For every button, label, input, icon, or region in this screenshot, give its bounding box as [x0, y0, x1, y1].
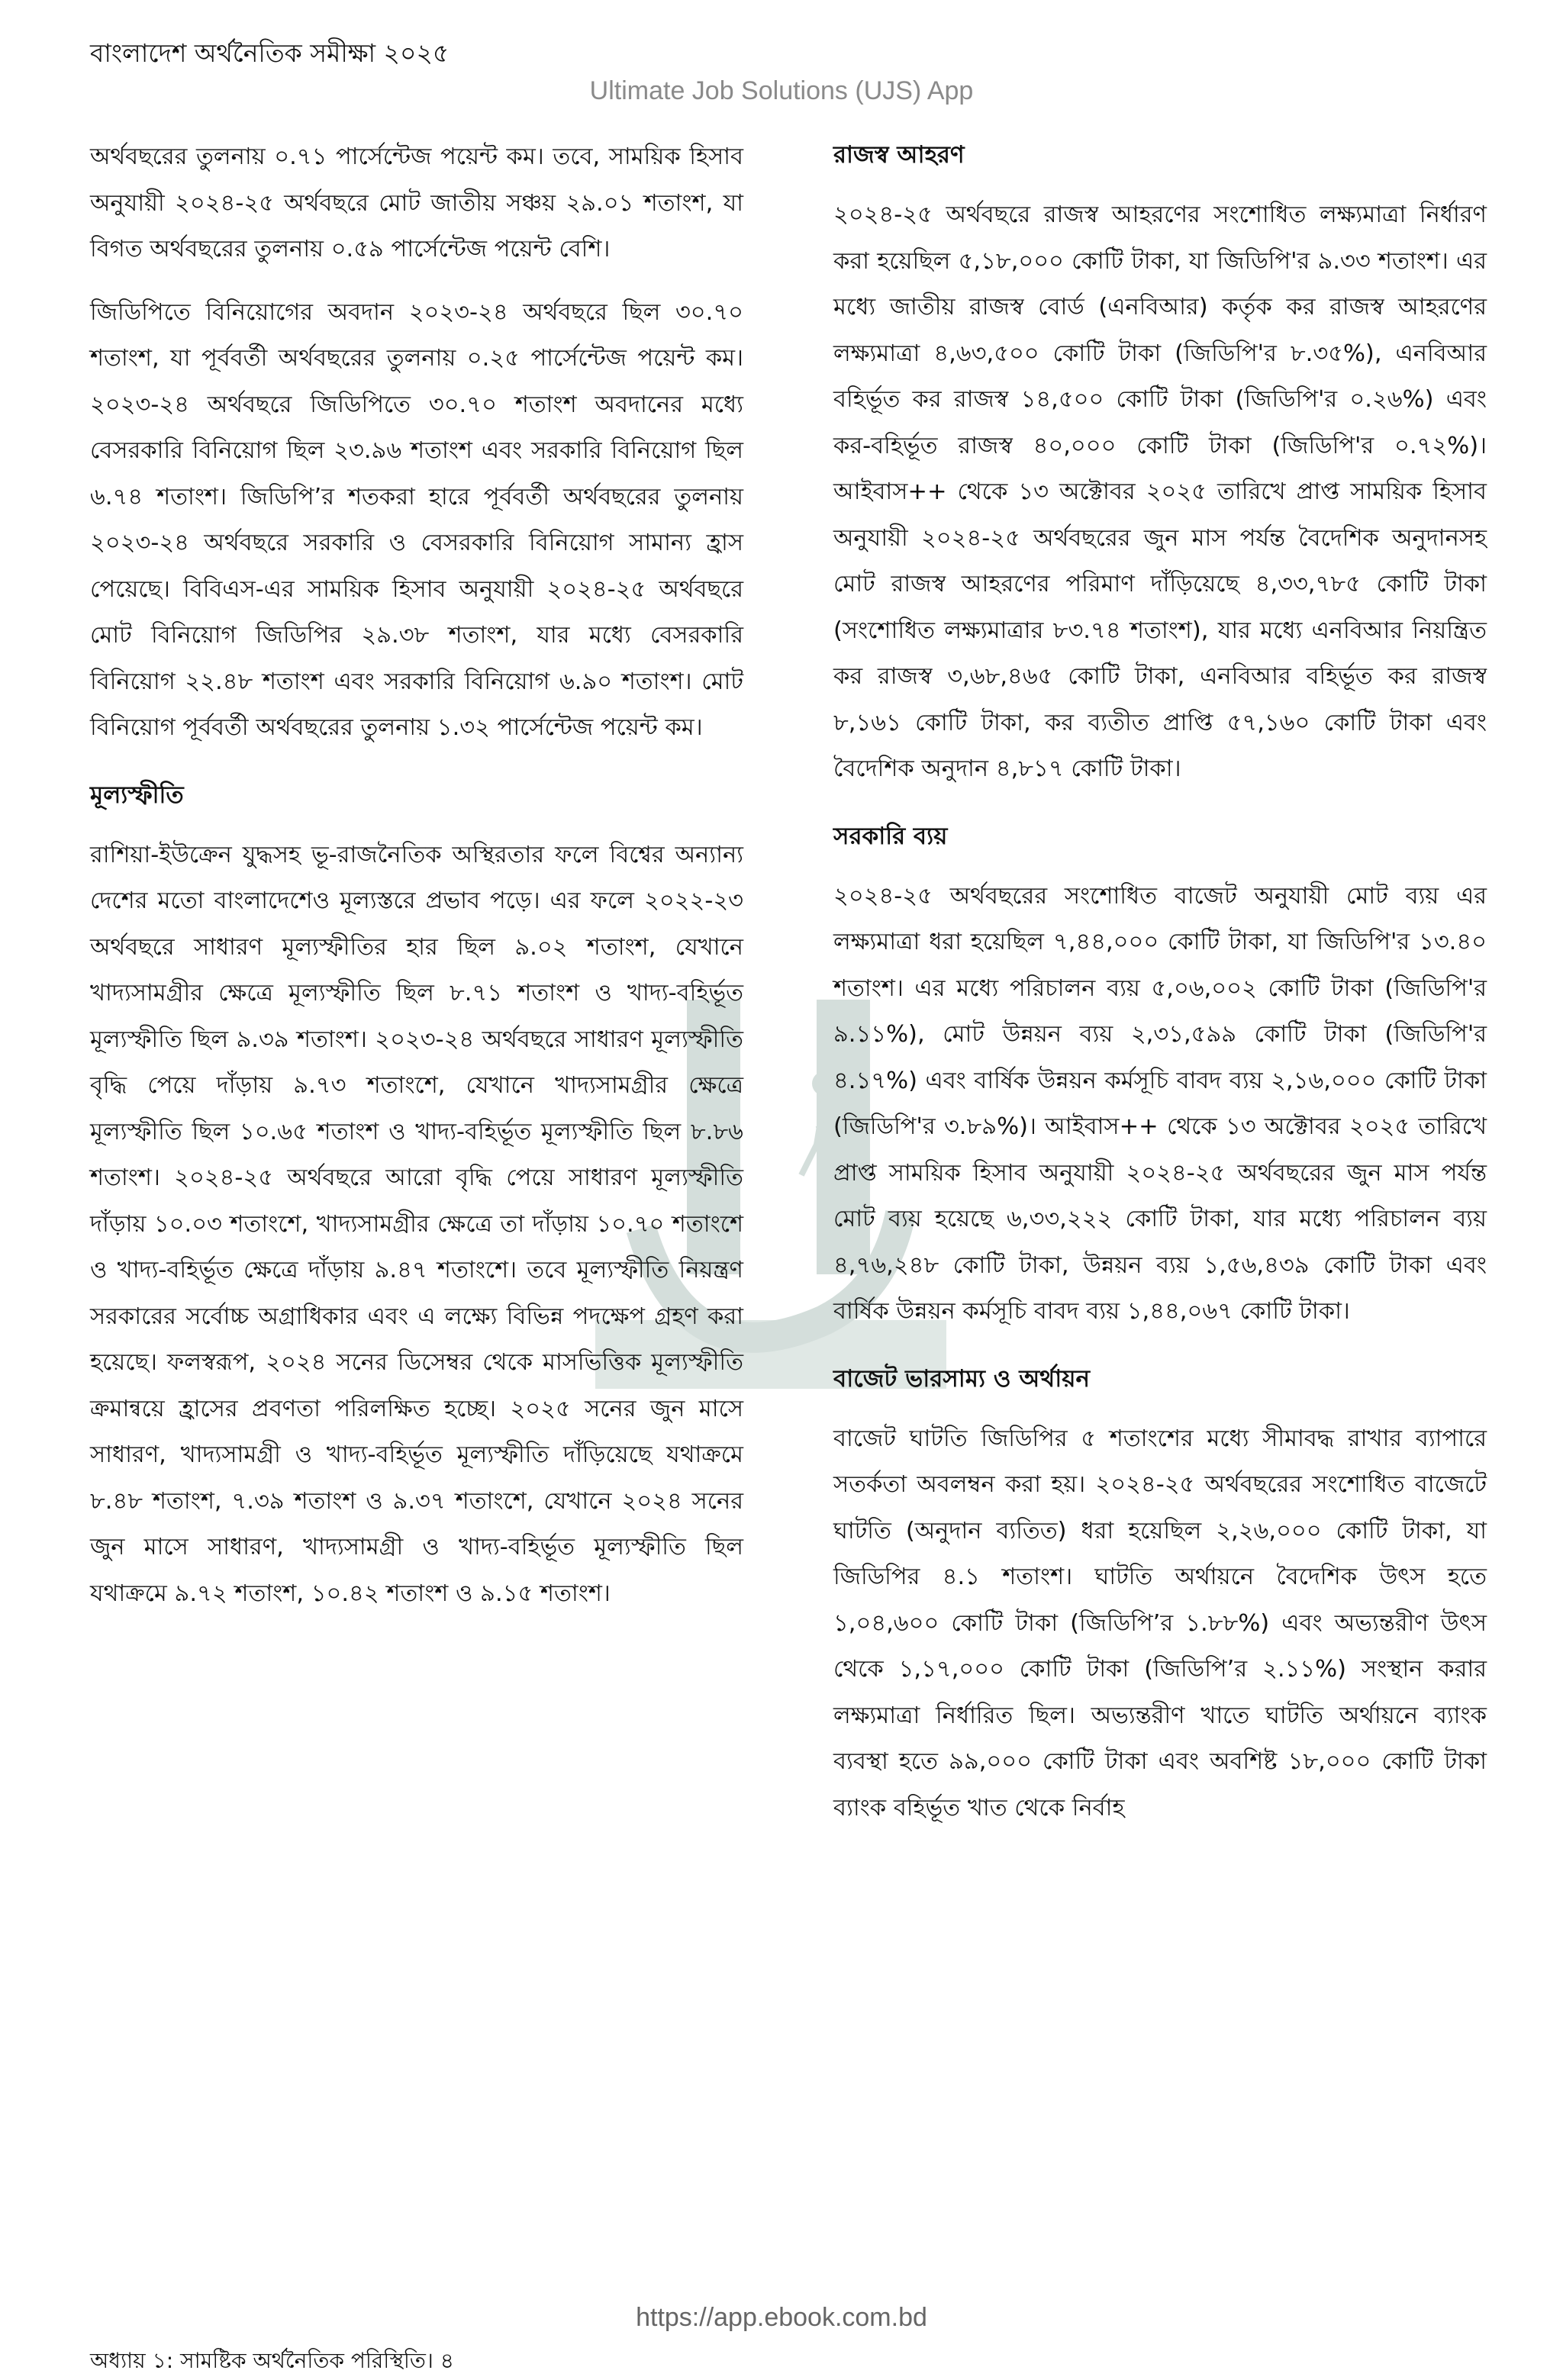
- app-banner: Ultimate Job Solutions (UJS) App: [589, 76, 974, 105]
- heading-revenue: রাজস্ব আহরণ: [833, 141, 965, 169]
- right-column: [833, 134, 1487, 1848]
- paragraph-investment: জিডিপিতে বিনিয়োগের অবদান ২০২৩-২৪ অর্থবছরে ছিল ৩০.৭০ শতাংশ, যা পূর্ববর্তী অর্থবছরের তুলনায় ০.২৫ পার্সেন্টেজ পয়েন্ট কম। ২০২৩-২৪ অর্থবছরে জিডিপিতে ৩০.৭০ শতাংশ অবদানের মধ্যে বেসরকারি বিনিয়োগ ছিল ২৩.৯৬ শতাংশ এবং সরকারি বিনিয়োগ ছিল ৬.৭৪ শতাংশ। জিডিপি’র শতকরা হারে পূর্ববর্তী অর্থবছরের তুলনায় ২০২৩-২৪ অর্থবছরে সরকারি ও বেসরকারি বিনিয়োগ সামান্য হ্রাস পেয়েছে। বিবিএস-এর সাময়িক হিসাব অনুযায়ী ২০২৪-২৫ অর্থবছরে মোট বিনিয়োগ জিডিপির ২৯.৩৮ শতাংশ, যার মধ্যে বেসরকারি বিনিয়োগ ২২.৪৮ শতাংশ এবং সরকারি বিনিয়োগ ৬.৯০ শতাংশ। মোট বিনিয়োগ পূর্ববর্তী অর্থবছরের তুলনায় ১.৩২ পার্সেন্টেজ পয়েন্ট কম।: [90, 298, 743, 741]
- page-footer: অধ্যায় ১: সামষ্টিক অর্থনৈতিক পরিস্থিতি। ৪: [90, 2348, 454, 2373]
- paragraph-inflation: রাশিয়া-ইউক্রেন যুদ্ধসহ ভূ-রাজনৈতিক অস্থিরতার ফলে বিশ্বের অন্যান্য দেশের মতো বাংলাদেশেও মূল্যস্তরে প্রভাব পড়ে। এর ফলে ২০২২-২৩ অর্থবছরে সাধারণ মূল্যস্ফীতির হার ছিল ৯.০২ শতাংশ, যেখানে খাদ্যসামগ্রীর ক্ষেত্রে মূল্যস্ফীতি ছিল ৮.৭১ শতাংশ ও খাদ্য-বহির্ভূত মূল্যস্ফীতি ছিল ৯.৩৯ শতাংশ। ২০২৩-২৪ অর্থবছরে সাধারণ মূল্যস্ফীতি বৃদ্ধি পেয়ে দাঁড়ায় ৯.৭৩ শতাংশে, যেখানে খাদ্যসামগ্রীর ক্ষেত্রে মূল্যস্ফীতি ছিল ১০.৬৫ শতাংশ ও খাদ্য-বহির্ভূত মূল্যস্ফীতি ছিল ৮.৮৬ শতাংশ। ২০২৪-২৫ অর্থবছরে আরো বৃদ্ধি পেয়ে সাধারণ মূল্যস্ফীতি দাঁড়ায় ১০.০৩ শতাংশে, খাদ্যসামগ্রীর ক্ষেত্রে তা দাঁড়ায় ১০.৭০ শতাংশে ও খাদ্য-বহির্ভূত ক্ষেত্রে দাঁড়ায় ৯.৪৭ শতাংশে। তবে মূল্যস্ফীতি নিয়ন্ত্রণ সরকারের সর্বোচ্চ অগ্রাধিকার এবং এ লক্ষ্যে বিভিন্ন পদক্ষেপ গ্রহণ করা হয়েছে। ফলস্বরূপ, ২০২৪ সনের ডিসেম্বর থেকে মাসভিত্তিক মূল্যস্ফীতি ক্রমান্বয়ে হ্রাসের প্রবণতা পরিলক্ষিত হচ্ছে। ২০২৫ সনের জুন মাসে সাধারণ, খাদ্যসামগ্রী ও খাদ্য-বহির্ভূত মূল্যস্ফীতি দাঁড়িয়েছে যথাক্রমে ৮.৪৮ শতাংশ, ৭.৩৯ শতাংশ ও ৯.৩৭ শতাংশে, যেখানে ২০২৪ সনের জুন মাসে সাধারণ, খাদ্যসামগ্রী ও খাদ্য-বহির্ভূত মূল্যস্ফীতি ছিল যথাক্রমে ৯.৭২ শতাংশ, ১০.৪২ শতাংশ ও ৯.১৫ শতাংশ।: [90, 841, 743, 1607]
- paragraph-savings: অর্থবছরের তুলনায় ০.৭১ পার্সেন্টেজ পয়েন্ট কম। তবে, সাময়িক হিসাব অনুযায়ী ২০২৪-২৫ অর্থবছরে মোট জাতীয় সঞ্চয় ২৯.০১ শতাংশ, যা বিগত অর্থবছরের তুলনায় ০.৫৯ পার্সেন্টেজ পয়েন্ট বেশি।: [90, 143, 743, 262]
- paragraph-budget: বাজেট ঘাটতি জিডিপির ৫ শতাংশের মধ্যে সীমাবদ্ধ রাখার ব্যাপারে সতর্কতা অবলম্বন করা হয়। ২০২৪-২৫ অর্থবছরের সংশোধিত বাজেটে ঘাটতি (অনুদান ব্যতিত) ধরা হয়েছিল ২,২৬,০০০ কোটি টাকা, যা জিডিপির ৪.১ শতাংশ। ঘাটতি অর্থায়নে বৈদেশিক উৎস হতে ১,০৪,৬০০ কোটি টাকা (জিডিপি’র ১.৮৮%) এবং অভ্যন্তরীণ উৎস থেকে ১,১৭,০০০ কোটি টাকা (জিডিপি’র ২.১১%) সংস্থান করার লক্ষ্যমাত্রা নির্ধারিত ছিল। অভ্যন্তরীণ খাতে ঘাটতি অর্থায়নে ব্যাংক ব্যবস্থা হতে ৯৯,০০০ কোটি টাকা এবং অবশিষ্ট ১৮,০০০ কোটি টাকা ব্যাংক বহির্ভূত খাত থেকে নির্বাহ: [833, 1425, 1487, 1821]
- heading-inflation: মূল্যস্ফীতি: [90, 781, 184, 809]
- heading-budget: বাজেট ভারসাম্য ও অর্থায়ন: [833, 1364, 1091, 1393]
- page-header: বাংলাদেশ অর্থনৈতিক সমীক্ষা ২০২৫: [90, 38, 450, 68]
- heading-expenditure: সরকারি ব্যয়: [833, 822, 948, 850]
- paragraph-revenue: ২০২৪-২৫ অর্থবছরে রাজস্ব আহরণের সংশোধিত লক্ষ্যমাত্রা নির্ধারণ করা হয়েছিল ৫,১৮,০০০ কোটি টাকা, যা জিডিপি'র ৯.৩৩ শতাংশ। এর মধ্যে জাতীয় রাজস্ব বোর্ড (এনবিআর) কর্তৃক কর রাজস্ব আহরণের লক্ষ্যমাত্রা ৪,৬৩,৫০০ কোটি টাকা (জিডিপি'র ৮.৩৫%), এনবিআর বহির্ভূত কর রাজস্ব ১৪,৫০০ কোটি টাকা (জিডিপি'র ০.২৬%) এবং কর-বহির্ভূত রাজস্ব ৪০,০০০ কোটি টাকা (জিডিপি'র ০.৭২%)। আইবাস++ থেকে ১৩ অক্টোবর ২০২৫ তারিখে প্রাপ্ত সাময়িক হিসাব অনুযায়ী ২০২৪-২৫ অর্থবছরের জুন মাস পর্যন্ত বৈদেশিক অনুদানসহ মোট রাজস্ব আহরণের পরিমাণ দাঁড়িয়েছে ৪,৩৩,৭৮৫ কোটি টাকা (সংশোধিত লক্ষ্যমাত্রার ৮৩.৭৪ শতাংশ), যার মধ্যে এনবিআর নিয়ন্ত্রিত কর রাজস্ব ৩,৬৮,৪৬৫ কোটি টাকা, এনবিআর বহির্ভূত কর রাজস্ব ৮,১৬১ কোটি টাকা, কর ব্যতীত প্রাপ্তি ৫৭,১৬০ কোটি টাকা এবং বৈদেশিক অনুদান ৪,৮১৭ কোটি টাকা।: [833, 201, 1487, 782]
- paragraph-expenditure: ২০২৪-২৫ অর্থবছরের সংশোধিত বাজেট অনুযায়ী মোট ব্যয় এর লক্ষ্যমাত্রা ধরা হয়েছিল ৭,৪৪,০০০ কোটি টাকা, যা জিডিপি'র ১৩.৪০ শতাংশ। এর মধ্যে পরিচালন ব্যয় ৫,০৬,০০২ কোটি টাকা (জিডিপি'র ৯.১১%), মোট উন্নয়ন ব্যয় ২,৩১,৫৯৯ কোটি টাকা (জিডিপি'র ৪.১৭%) এবং বার্ষিক উন্নয়ন কর্মসূচি বাবদ ব্যয় ২,১৬,০০০ কোটি টাকা (জিডিপি'র ৩.৮৯%)। আইবাস++ থেকে ১৩ অক্টোবর ২০২৫ তারিখে প্রাপ্ত সাময়িক হিসাব অনুযায়ী ২০২৪-২৫ অর্থবছরের জুন মাস পর্যন্ত মোট ব্যয় হয়েছে ৬,৩৩,২২২ কোটি টাকা, যার মধ্যে পরিচালন ব্যয় ৪,৭৬,২৪৮ কোটি টাকা, উন্নয়ন ব্যয় ১,৫৬,৪৩৯ কোটি টাকা এবং বার্ষিক উন্নয়ন কর্মসূচি বাবদ ব্যয় ১,৪৪,০৬৭ কোটি টাকা।: [833, 882, 1487, 1325]
- footer-url-link[interactable]: https://app.ebook.com.bd: [636, 2303, 927, 2332]
- left-column: [90, 134, 743, 1634]
